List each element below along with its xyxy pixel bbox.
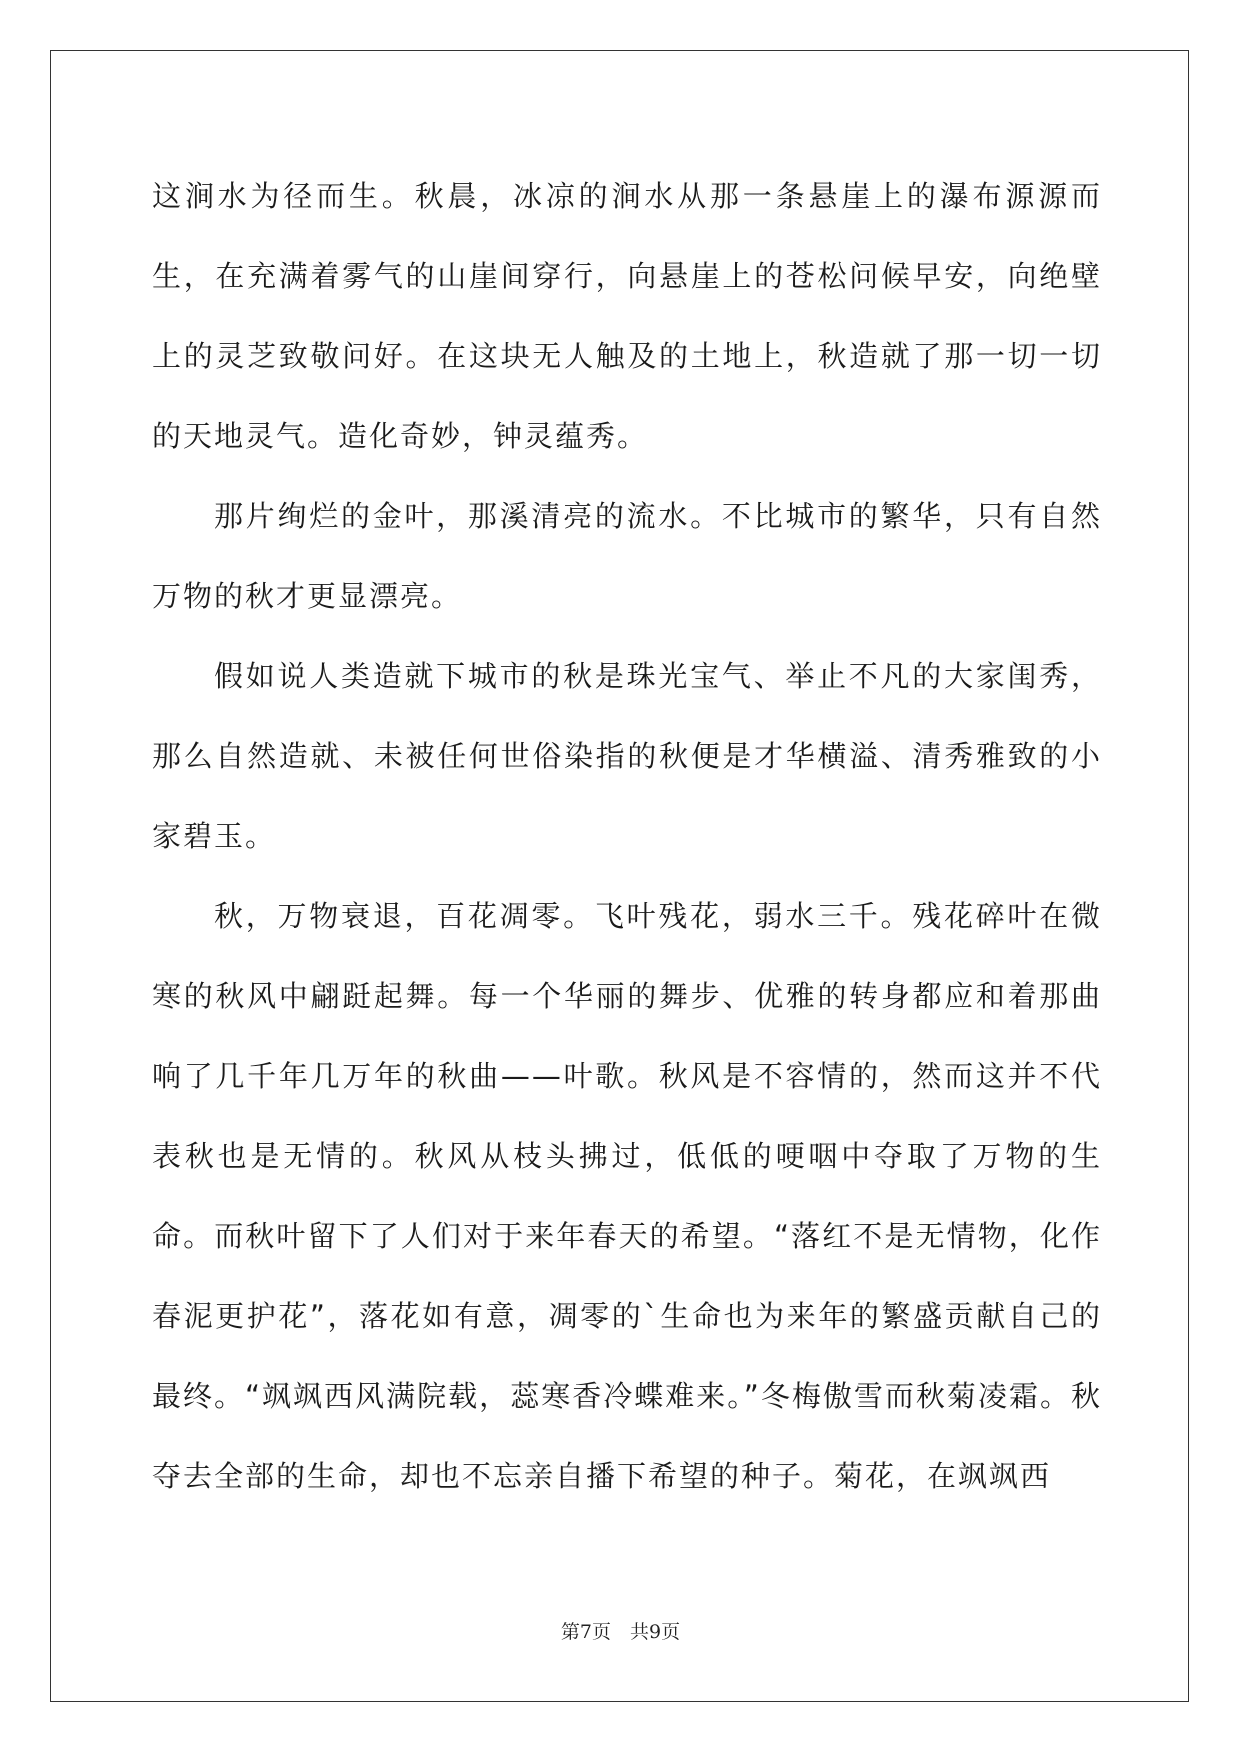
paragraph-4: 秋，万物衰退，百花凋零。飞叶残花，弱水三千。残花碎叶在微寒的秋风中翩跹起舞。每一个华丽的舞步、优雅的转身都应和着那曲响了几千年几万年的秋曲——叶歌。秋风是不容情的，然而这并不代表秋也是无情的。秋风从枝头拂过，低低的哽咽中夺取了万物的生命。而秋叶留下了人们对于来年春天的希望。“落红不是无情物，化作春泥更护花”，落花如有意，凋零的`生命也为来年的繁盛贡献自己的最终。“飒飒西风满院载，蕊寒香冷蝶难来。”冬梅傲雪而秋菊凌霜。秋夺去全部的生命，却也不忘亲自播下希望的种子。菊花，在飒飒西: [152, 899, 1102, 1493]
paragraph-3: 假如说人类造就下城市的秋是珠光宝气、举止不凡的大家闺秀，那么自然造就、未被任何世俗染指的秋便是才华横溢、清秀雅致的小家碧玉。: [152, 659, 1102, 853]
page-number-footer: 第7页 共9页: [560, 1621, 681, 1643]
paragraph-1: 这涧水为径而生。秋晨，冰凉的涧水从那一条悬崖上的瀑布源源而生，在充满着雾气的山崖间穿行，向悬崖上的苍松问候早安，向绝壁上的灵芝致敬问好。在这块无人触及的土地上，秋造就了那一切一切的天地灵气。造化奇妙，钟灵蕴秀。: [152, 179, 1102, 453]
paragraph-2: 那片绚烂的金叶，那溪清亮的流水。不比城市的繁华，只有自然万物的秋才更显漂亮。: [152, 499, 1102, 613]
document-body: [152, 156, 1102, 1516]
